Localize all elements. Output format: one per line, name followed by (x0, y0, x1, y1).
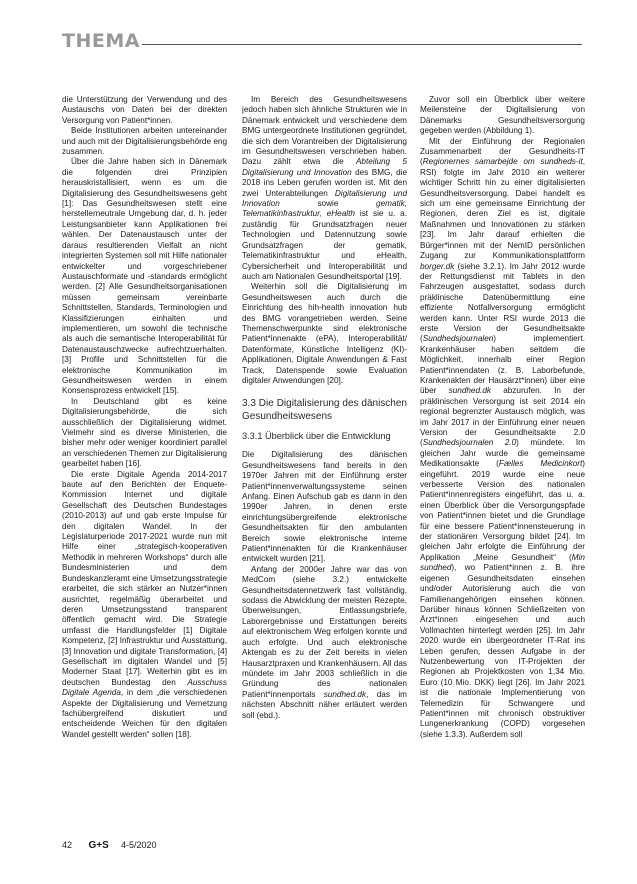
text-run: ), wo Patient*innen z. B. ihre eigenen Gesundheitsdaten einsehen und/oder Autorisierung auch die von Familienangehörigen einsehen können. Darüber hinaus können Schließzeiten von Ärzt*innen eingesehen und auch Vollmachten hinterlegt werden [25]. Im Jahr 2020 wurde ein übergeordneter IT-Rat ins Leben gerufen, dessen Aufgabe in der Nutzenbewertung von IT-Projekten der Regionen ab Projektkosten von 1,34 Mio. Euro (10 Mio. DKK) liegt [26]. Im Jahr 2021 ist die nationale Implementierung von Telemedizin für Schwangere und Patient*innen mit chronisch obstruktiver Lungenerkrankung (COPD) vorgesehen (siehe 1.3.3). Außerdem soll (420, 563, 585, 739)
subsection-heading: 3.3.1 Überblick über die Entwicklung (242, 431, 391, 442)
page-number: 42 (62, 840, 73, 850)
text-emphasis: Sundhedsjournalen 2.0 (422, 438, 517, 448)
text-column-2 (242, 95, 407, 840)
text-emphasis: Digitalisierung und Innovation (242, 188, 407, 209)
paragraph: die Unterstützung der Verwendung und des Austauschs von Daten bei der direkten Versorgung von Patient*innen. (62, 95, 227, 125)
text-emphasis: sundhed.dk (323, 689, 367, 699)
text-emphasis: Ausschuss Digitale Agenda (62, 677, 227, 698)
paragraph (420, 137, 585, 741)
paragraph: Weiterhin soll die Digitalisierung im Gesundheitswesen auch durch die Einrichtung des hih-health innovation hub des BMG vorangetrieben werden. Seine Themenschwerpunkte sind elektronische Patient*innenakte (ePA), Interoperabilität/ Datenformate, Künstliche Intelligenz (KI)-Applikationen, Digitale Anwendungen & Fast Track, Datenspende sowie Evaluation digitaler Anwendungen [20]. (242, 282, 407, 385)
journal-logo: G+S (88, 840, 109, 851)
issue-label: 4-5/2020 (121, 840, 157, 850)
text-emphasis: Sundhedsjournalen (422, 334, 494, 344)
text-run: Im Bereich des Gesundheitswesens jedoch haben sich ähnliche Strukturen wie in Dänemark entwickelt und verschiedene dem BMG untergeordnete Institutionen gegründet, die sich dem Vorantreiben der Digitalisierung im Gesundheitswesen verschrieben haben. Dazu zählt etwa die (242, 95, 407, 167)
text-run: ) eingeführt. 2019 wurde eine neue verbesserte Version des nationalen Patient*innenregisters eingeführt, das u. a. einen Überblick über die Versorgungspfade von Patient*innen bietet und die Grundlage für eine bessere Patient*innensteuerung in der stationären Versorgung bildet [24]. Im gleichen Jahr erfolgte die Einführung der Applikation „Meine Gesundheit“ ( (420, 459, 585, 562)
text-emphasis: gematik, Telematikinfrastruktur, eHealth (242, 199, 407, 219)
text-run: Die erste Digitale Agenda 2014-2017 baute auf den Berichten der Enquete-Kommission Internet und digitale Gesellschaft des Deutschen Bundestages (2010-2013) auf und gab erste Impulse für den digitalen Wandel. In der Legislaturperiode 2017-2021 wurde nun mit Hilfe einer „strategisch-kooperativen Methodik in mehreren Workshops“ durch alle Bundesministerien und dem Bundeskanzleramt eine Umsetzungsstrategie erarbeitet, die sich stärker an Nutzer*innen ausrichtet, regelmäßig überarbeitet und deren Umsetzungsstand transparent öffentlich gemacht wird. Die Strategie umfasst die Handlungsfelder [1] Digitale Kompetenz, [2] Infrastruktur und Ausstattung, [3] Innovation und digitale Transformation, [4] Gesellschaft im digitalen Wandel und [5] Moderner Staat [17]. Weiterhin gibt es im deutschen Bundestag den (62, 469, 227, 687)
text-run: , das im nächsten Abschnitt näher erläutert werden soll (ebd.). (242, 689, 407, 720)
paragraph (242, 95, 407, 282)
page-header (62, 30, 582, 52)
text-emphasis: Min sundhed (420, 552, 585, 573)
text-run: Mit der Einführung der Regionalen Zusammenarbeit der Gesundheits-IT ( (420, 136, 585, 167)
paragraph (62, 470, 227, 741)
text-emphasis: borger.dk (420, 261, 455, 271)
paragraph: Zuvor soll ein Überblick über weitere Meilensteine der Digitalisierung von Dänemarks Gesundheitsversorgung gegeben werden (Abbildung 1). (420, 95, 585, 136)
section-title: THEMA (62, 30, 140, 52)
text-run: des BMG, die 2018 ins Leben gerufen worden ist. Mit den zwei Unterabteilungen (242, 167, 407, 198)
text-run: ) implementiert. Krankenhäuser haben seitdem die Möglichkeit, innerhalb einer Region Patient*innendaten (z. B. Laborbefunde, Krankenakten der Hausärzt*innen) über eine über (420, 334, 585, 396)
text-run: , in dem „die verschiedenen Aspekte der Digitalisierung und Vernetzung fachübergreifend diskutiert und entscheidende Weichen für den digitalen Wandel gestellt werden“ sollen [18]. (62, 688, 227, 739)
page-footer (62, 840, 157, 851)
text-emphasis: Abteilung 5 Digitalisierung und Innovation (242, 157, 407, 177)
text-run: , RSI) folgte im Jahr 2010 ein weiterer wichtiger Schritt hin zu einer digitalisierten Gesundheitsversorgung. Dabei handelt es sich um eine gemeinsame Einrichtung der Regionen, deren Ziel es ist, digitale Maßnahmen und Innovationen zu stärken [23]. Im Jahr darauf erhielten die Bürger*innen mit der NemID persönlichen Zugang zur Kommunikationsplattform (420, 157, 585, 261)
text-run: abzurufen. In der präklinischen Versorgung ist seit 2014 ein regional begrenzter Austausch möglich, was im Jahr 2017 in der Einführung einer neuen Version der Gesundheitsakte 2.0 ( (420, 386, 585, 448)
text-column-3 (420, 95, 585, 840)
text-emphasis: Regionernes samarbejde om sundheds-it (422, 157, 583, 167)
text-run: ist sie u. a. zuständig für Grundsatzfragen neuer Technologien und Datennutzung sowie Grundsatzfragen der gematik, Telematikinfrastruktur und eHealth, Cybersicherheit und Interoperabilität und auch am Nationalen Gesundheitsportal [19]. (242, 209, 407, 281)
paragraph: Die Digitalisierung des dänischen Gesundheitswesens fand bereits in den 1970er Jahren mit der Einführung erster Patient*innenverwaltungssysteme seinen Anfang. Einen Aufschub gab es dann in den 1990er Jahren, in denen erste einrichtungsübergreifende elektronische Gesundheitsakten für den ambulanten Bereich sowie elektronische interne Patient*innenakten für die Krankenhäuser entwickelt wurden [21]. (242, 450, 407, 564)
text-run: Anfang der 2000er Jahre war das von MedCom (siehe 3.2.) entwickelte Gesundheitsdatennetzwerk fast vollständig, sodass die Abwicklung der meisten Rezepte, Überweisungen, Entlassungsbriefe, Laborergebnisse und Erstattungen bereits auf elektronischem Weg erfolgen konnte und auch erfolgte. Und auch elektronische Aktengab es zu der Zeit bereits in vielen Hausarztpraxen und Krankenhäusern. All das mündete im Jahr 2003 schließlich in die Gründung des nationalen Patient*innenportals (242, 564, 407, 699)
section-heading: 3.3 Die Digitalisierung des dänischen Gesundheitswesens (242, 398, 407, 422)
text-run: sowie (317, 199, 339, 209)
paragraph (242, 565, 407, 721)
text-emphasis: Fælles Medicinkort (498, 459, 583, 469)
header-rule (142, 44, 582, 45)
paragraph: Beide Institutionen arbeiten untereinander und auch mit der Digitalisierungsbehörde eng zusammen. (62, 126, 227, 157)
text-run: ) mündete. Im gleichen Jahr wurde die gemeinsame Medikationsakte ( (420, 438, 585, 469)
text-column-1 (62, 95, 227, 840)
text-run: (siehe 3.2.1). Im Jahr 2012 wurde der Rettungsdienst mit Tablets in den Fahrzeugen ausgestattet, sodass durch präklinische Datenübermittlung eine effiziente Notfallversorgung ermöglicht werden kann. Unter RSI wurde 2013 die erste Version der Gesundheitsakte ( (420, 261, 585, 344)
text-emphasis: sundhed.dk (448, 386, 491, 396)
paragraph: In Deutschland gibt es keine Digitalisierungsbehörde, die sich ausschließlich der Digitalisierung widmet. Vielmehr sind es diverse Ministerien, die bisher mehr oder weniger koordiniert parallel an verschiedenen Themen zur Digitalisierung gearbeitet haben [16]. (62, 396, 227, 469)
paragraph: Über die Jahre haben sich in Dänemark die folgenden drei Prinzipien herauskristallisiert, wenn es um die Digitalisierung des Gesundheitswesens geht [1]: Das Gesundheitswesen stellt eine herstellerneutrale Umgebung dar, d. h. jeder Leistungsanbieter kann Applikationen frei wählen. Der Datenaustausch unter der daraus resultierenden Vielfalt an nicht integrierten Systemen soll mit Hilfe nationaler entwickelter und vorgeschriebener Austauschformate und -standards ermöglicht werden. [2] Alle Gesundheitsorganisationen müssen gemeinsam vereinbarte Schnittstellen, Standards, Terminologien und Klassifizierungen einhalten und implementieren, um sowohl die technische als auch die semantische Interoperabilität für Datenaustauschzwecke aufrechtzuerhalten. [3] Profile und Schnittstellen für die elektronische Kommunikation im Gesundheitswesen werden in einem Konsensprozess entwickelt [15]. (62, 157, 227, 396)
